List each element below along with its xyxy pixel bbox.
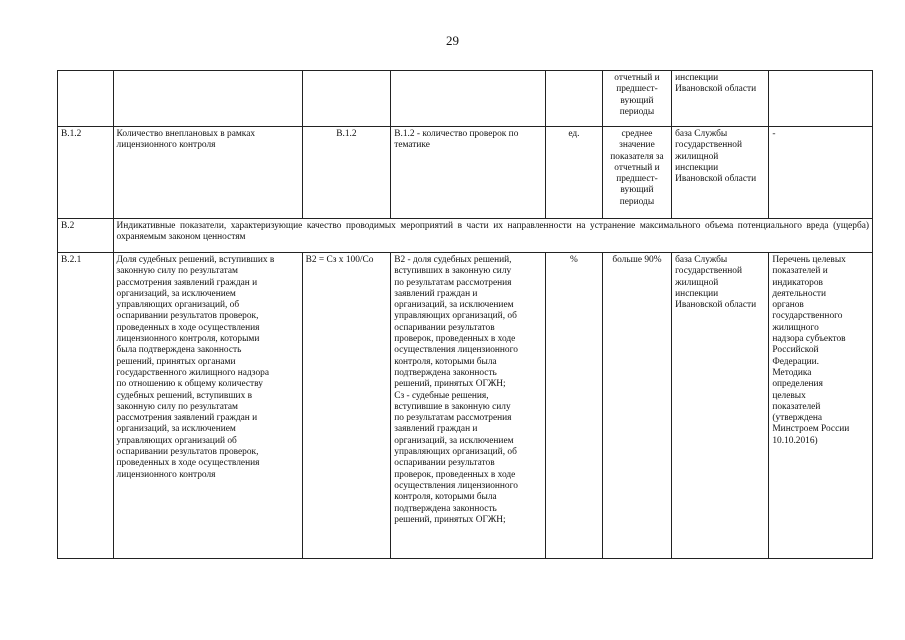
cell-formula: В2 = Сз х 100/Со (302, 253, 391, 559)
cell-value: отчетный и предшест- вующий периоды (602, 71, 671, 127)
cell-value: больше 90% (602, 253, 671, 559)
cell-section-text: Индикативные показатели, характеризующие качество проводимых мероприятий в части их направленности на устранение максимального объема потенциального вреда (ущерба) охраняемым законом ценностям (113, 219, 872, 253)
cell-source: база Службы государственной жилищной инспекции Ивановской области (672, 253, 769, 559)
cell-description (391, 71, 546, 127)
cell-source: инспекции Ивановской области (672, 71, 769, 127)
table-row-b12 (58, 127, 873, 219)
cell-unit: ед. (546, 127, 603, 219)
cell-code: В.1.2 (58, 127, 114, 219)
cell-formula (302, 71, 391, 127)
cell-name: Количество внеплановых в рамках лицензионного контроля (113, 127, 302, 219)
cell-source: база Службы государственной жилищной инспекции Ивановской области (672, 127, 769, 219)
cell-name: Доля судебных решений, вступивших в законную силу по результатам рассмотрения заявлений граждан и организаций, за исключением управляющих организаций, об оспаривании результатов проверок, проведенных в ходе осуществления лицензионного контроля, которыми была подтверждена законность решений, принятых органами государственного жилищного надзора по отношению к общему количеству судебных решений, вступивших в законную силу по результатам рассмотрения заявлений граждан и организаций, за исключением управляющих организаций об оспаривании результатов проверок, проведенных в ходе осуществления лицензионного контроля (113, 253, 302, 559)
cell-description: В.1.2 - количество проверок по тематике (391, 127, 546, 219)
table-row-b2-section (58, 219, 873, 253)
cell-code: В.2.1 (58, 253, 114, 559)
cell-note (769, 71, 873, 127)
page-number: 29 (446, 33, 459, 48)
cell-formula: В.1.2 (302, 127, 391, 219)
cell-note: - (769, 127, 873, 219)
cell-note: Перечень целевых показателей и индикаторов деятельности органов государственного жилищного надзора субъектов Российской Федерации. Методика определения целевых показателей (утверждена Минстроем России 10.10.2016) (769, 253, 873, 559)
table-row-continuation (58, 71, 873, 127)
table-row-b21 (58, 253, 873, 559)
cell-description: В2 - доля судебных решений, вступивших в законную силу по результатам рассмотрения заявлений граждан и организаций, за исключением управляющих организаций, об оспаривании результатов проверок, проведенных в ходе осуществления лицензионного контроля, которыми была подтверждена законность решений, принятых ОГЖН; Сз - судебные решения, вступившие в законную силу по результатам рассмотрения заявлений граждан и организаций, за исключением управляющих организаций, об оспаривании результатов проверок, проведенных в ходе осуществления лицензионного контроля, которыми была подтверждена законность решений, принятых ОГЖН; (391, 253, 546, 559)
cell-code (58, 71, 114, 127)
indicators-table (57, 70, 873, 559)
cell-value: среднее значение показателя за отчетный и предшест- вующий периоды (602, 127, 671, 219)
cell-code: В.2 (58, 219, 114, 253)
cell-name (113, 71, 302, 127)
cell-unit: % (546, 253, 603, 559)
cell-unit (546, 71, 603, 127)
